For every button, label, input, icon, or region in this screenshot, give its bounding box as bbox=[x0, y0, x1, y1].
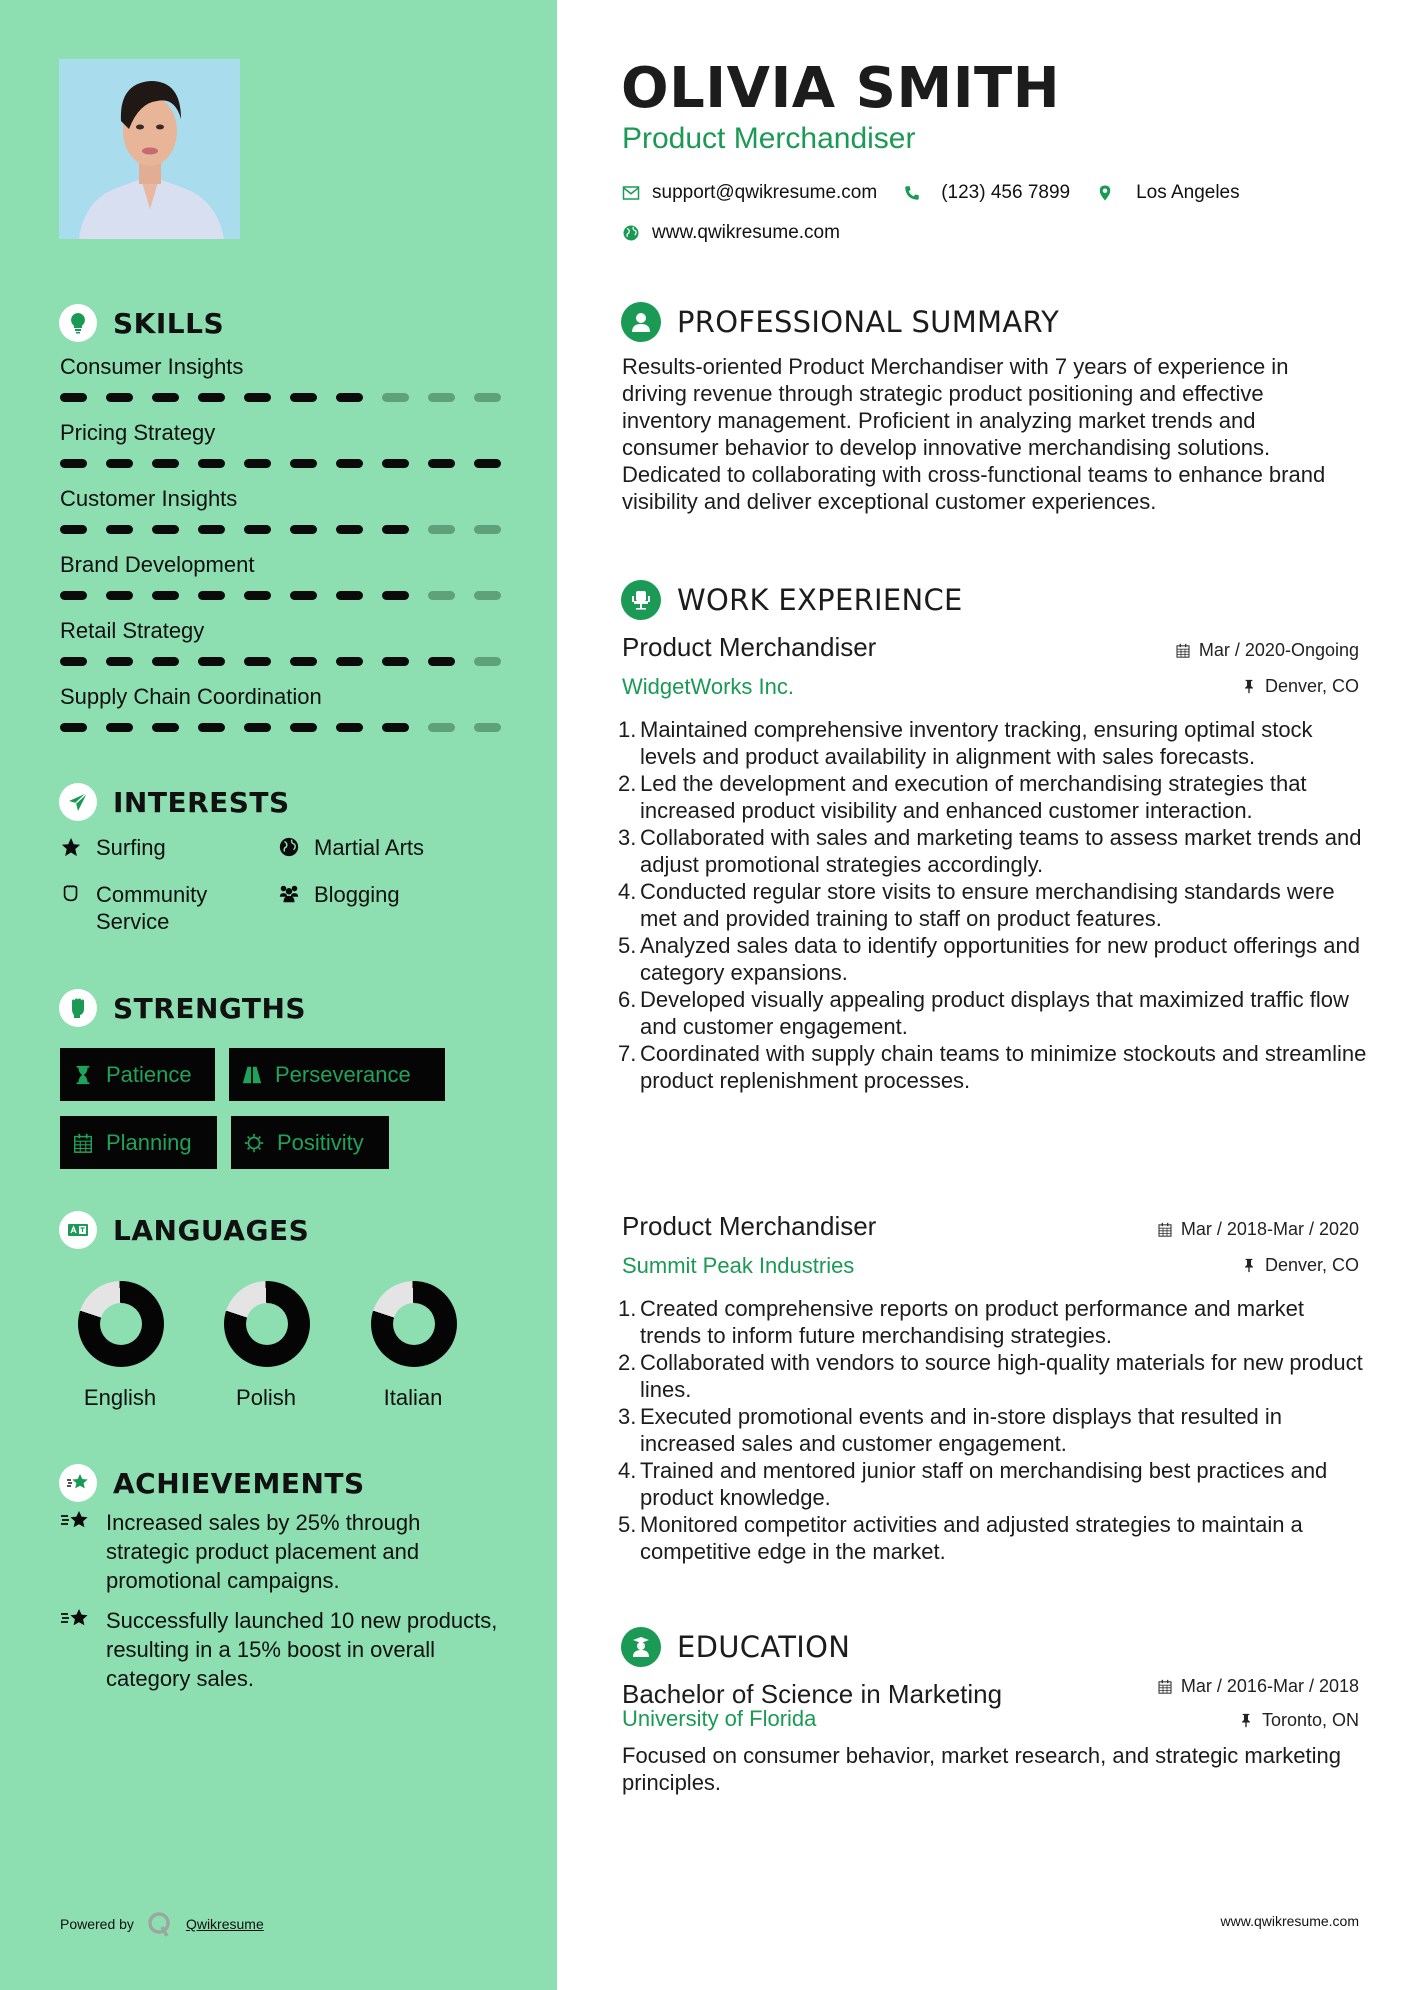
road-icon bbox=[241, 1064, 263, 1086]
skill-dash bbox=[244, 591, 271, 600]
envelope-icon bbox=[622, 184, 640, 202]
skill-dash bbox=[106, 459, 133, 468]
summary-header bbox=[621, 302, 1059, 342]
job-bullet: Conducted regular store visits to ensure merchandising standards were met and provided training to staff on product features. bbox=[640, 879, 1335, 931]
interest-item bbox=[278, 834, 518, 861]
office-chair-icon bbox=[621, 580, 661, 620]
job-bullets bbox=[622, 1295, 1367, 1565]
language-label: Italian bbox=[383, 1385, 443, 1410]
award-star-icon bbox=[59, 1464, 97, 1502]
skill-dash-empty bbox=[428, 525, 455, 534]
summary-title: PROFESSIONAL SUMMARY bbox=[677, 305, 1060, 339]
skill-dash-empty bbox=[474, 657, 501, 666]
skills-header bbox=[59, 304, 224, 342]
job-location bbox=[1057, 1255, 1359, 1276]
skill-dash bbox=[198, 525, 225, 534]
interests-title: INTERESTS bbox=[113, 785, 290, 819]
strength-label: Planning bbox=[106, 1129, 192, 1155]
skill-level-bar bbox=[60, 393, 501, 402]
skill-dash bbox=[336, 657, 363, 666]
skill-dash-empty bbox=[474, 723, 501, 732]
translate-icon bbox=[59, 1211, 97, 1249]
strength-badge bbox=[60, 1116, 217, 1169]
education-degree: Bachelor of Science in Marketing bbox=[622, 1679, 1003, 1709]
job-company: WidgetWorks Inc. bbox=[622, 674, 794, 699]
skill-dash bbox=[382, 657, 409, 666]
interest-item bbox=[278, 881, 518, 908]
achievement-text: Successfully launched 10 new products, resulting in a 15% boost in overall category sales. bbox=[106, 1608, 498, 1691]
achievement-star-icon bbox=[60, 1607, 92, 1633]
calendar-icon bbox=[1157, 1678, 1173, 1695]
sidebar bbox=[0, 0, 557, 1990]
interest-label: Martial Arts bbox=[314, 835, 425, 860]
language-label: Polish bbox=[236, 1385, 296, 1410]
skill-dash-empty bbox=[428, 591, 455, 600]
strengths-title: STRENGTHS bbox=[113, 991, 307, 1025]
skill-label: Pricing Strategy bbox=[60, 420, 216, 445]
skill-dash bbox=[382, 591, 409, 600]
job-bullets bbox=[622, 716, 1367, 1094]
powered-by bbox=[60, 1910, 264, 1938]
strengths-header bbox=[59, 989, 306, 1027]
skill-dash bbox=[336, 525, 363, 534]
job-bullet: Collaborated with vendors to source high-quality materials for new product lines. bbox=[640, 1350, 1363, 1402]
candidate-title: Product Merchandiser bbox=[622, 122, 916, 155]
experience-header bbox=[621, 580, 963, 620]
main-content bbox=[557, 0, 1407, 1990]
job-bullet: Trained and mentored junior staff on merchandising best practices and product knowledge. bbox=[640, 1458, 1328, 1510]
skill-dash bbox=[152, 459, 179, 468]
skill-dash bbox=[60, 657, 87, 666]
language-level-donut bbox=[371, 1281, 457, 1367]
skill-dash bbox=[382, 525, 409, 534]
skill-dash bbox=[336, 459, 363, 468]
achievement-item bbox=[60, 1508, 500, 1595]
lightbulb-icon bbox=[59, 304, 97, 342]
strength-badge bbox=[229, 1048, 445, 1101]
skill-dash bbox=[152, 591, 179, 600]
skill-dash bbox=[382, 459, 409, 468]
contact-website[interactable]: www.qwikresume.com bbox=[652, 222, 840, 243]
job-dates bbox=[1057, 640, 1359, 661]
powered-by-label: Powered by bbox=[60, 1916, 134, 1932]
footer-website[interactable]: www.qwikresume.com bbox=[1220, 1913, 1359, 1929]
phone-icon bbox=[903, 184, 921, 202]
job-location-text: Denver, CO bbox=[1264, 676, 1359, 696]
strength-label: Positivity bbox=[277, 1129, 364, 1155]
skill-dash bbox=[152, 525, 179, 534]
job-dates-text: Mar / 2020-Ongoing bbox=[1198, 640, 1359, 660]
skill-dash bbox=[290, 723, 317, 732]
skill-dash bbox=[336, 723, 363, 732]
skill-dash bbox=[244, 525, 271, 534]
education-location bbox=[1057, 1710, 1359, 1731]
skill-label: Customer Insights bbox=[60, 486, 238, 511]
skill-dash bbox=[244, 657, 271, 666]
education-school: University of Florida bbox=[622, 1706, 817, 1731]
education-dates bbox=[1057, 1676, 1359, 1697]
skill-dash-empty bbox=[474, 591, 501, 600]
achievement-text: Increased sales by 25% through strategic product placement and promotional campaigns. bbox=[106, 1510, 421, 1593]
calendar-icon bbox=[1157, 1221, 1173, 1238]
skill-dash-empty bbox=[474, 393, 501, 402]
fist-icon bbox=[59, 989, 97, 1027]
job-bullet: Collaborated with sales and marketing teams to assess market trends and adjust promotional strategies accordingly. bbox=[640, 825, 1362, 877]
interest-label: Community Service bbox=[96, 882, 208, 934]
skill-dash bbox=[428, 459, 455, 468]
hand-icon bbox=[60, 883, 82, 905]
globe-icon bbox=[278, 836, 300, 858]
hourglass-icon bbox=[72, 1064, 94, 1086]
skill-dash bbox=[290, 393, 317, 402]
qwikresume-logo-icon bbox=[146, 1910, 174, 1938]
job-bullet: Created comprehensive reports on product performance and market trends to inform future merchandising strategies. bbox=[640, 1296, 1305, 1348]
pushpin-icon bbox=[1241, 678, 1257, 695]
map-pin-icon bbox=[1096, 184, 1114, 202]
skill-label: Brand Development bbox=[60, 552, 255, 577]
job-bullet: Analyzed sales data to identify opportunities for new product offerings and category expansions. bbox=[640, 933, 1360, 985]
interest-item bbox=[60, 834, 260, 861]
skill-dash-empty bbox=[474, 525, 501, 534]
skill-level-bar bbox=[60, 657, 501, 666]
skill-dash bbox=[60, 723, 87, 732]
job-bullet: Executed promotional events and in-store displays that resulted in increased sales and customer engagement. bbox=[640, 1404, 1283, 1456]
contact-location: Los Angeles bbox=[1136, 182, 1240, 203]
skill-dash bbox=[198, 657, 225, 666]
qwikresume-link[interactable]: Qwikresume bbox=[185, 1916, 264, 1932]
job-bullet: Maintained comprehensive inventory tracking, ensuring optimal stock levels and product availability in alignment with sales forecasts. bbox=[640, 717, 1313, 769]
languages-title: LANGUAGES bbox=[113, 1213, 310, 1247]
skill-dash bbox=[474, 459, 501, 468]
interest-item bbox=[60, 881, 260, 935]
summary-text: Results-oriented Product Merchandiser with 7 years of experience in driving revenue through strategic product positioning and effective inventory management. Proficient in analyzing market trends and consumer behavior to develop innovative merchandising solutions. Dedicated to collaborating with cross-functional teams to enhance brand visibility and deliver exceptional customer experiences. bbox=[622, 354, 1326, 514]
interests-header bbox=[59, 783, 290, 821]
interest-label: Blogging bbox=[314, 882, 400, 907]
calendar-icon bbox=[72, 1132, 94, 1154]
contact-email[interactable]: support@qwikresume.com bbox=[652, 182, 878, 203]
education-dates-text: Mar / 2016-Mar / 2018 bbox=[1180, 1676, 1359, 1696]
skill-dash-empty bbox=[382, 393, 409, 402]
paper-plane-icon bbox=[59, 783, 97, 821]
skill-dash bbox=[290, 591, 317, 600]
education-title: EDUCATION bbox=[677, 1630, 851, 1664]
education-description: Focused on consumer behavior, market research, and strategic marketing principles. bbox=[622, 1743, 1342, 1795]
achievement-item bbox=[60, 1606, 500, 1693]
job-bullet: Developed visually appealing product displays that maximized traffic flow and customer engagement. bbox=[640, 987, 1349, 1039]
pushpin-icon bbox=[1241, 1257, 1257, 1274]
education-header bbox=[621, 1627, 850, 1667]
skill-dash bbox=[244, 459, 271, 468]
skill-dash bbox=[60, 525, 87, 534]
language-level-donut bbox=[224, 1281, 310, 1367]
sun-icon bbox=[243, 1132, 265, 1154]
skill-label: Retail Strategy bbox=[60, 618, 205, 643]
strength-badge bbox=[60, 1048, 215, 1101]
skill-dash bbox=[336, 393, 363, 402]
education-location-text: Toronto, ON bbox=[1261, 1710, 1359, 1730]
skill-dash bbox=[106, 393, 133, 402]
job-role: Product Merchandiser bbox=[622, 632, 877, 662]
contact-row bbox=[622, 182, 1240, 204]
skill-dash bbox=[106, 525, 133, 534]
skill-dash bbox=[244, 723, 271, 732]
language-label: English bbox=[83, 1385, 157, 1410]
job-location-text: Denver, CO bbox=[1264, 1255, 1359, 1275]
skill-dash bbox=[106, 591, 133, 600]
job-dates bbox=[1057, 1219, 1359, 1240]
candidate-name: OLIVIA SMITH bbox=[621, 56, 1061, 121]
strength-badge bbox=[231, 1116, 389, 1169]
skill-dash bbox=[152, 657, 179, 666]
experience-title: WORK EXPERIENCE bbox=[677, 583, 963, 617]
languages-header bbox=[59, 1211, 309, 1249]
profile-photo bbox=[59, 59, 240, 239]
job-location bbox=[1057, 676, 1359, 697]
job-role: Product Merchandiser bbox=[622, 1211, 877, 1241]
calendar-icon bbox=[1175, 642, 1191, 659]
skill-dash bbox=[198, 459, 225, 468]
skill-dash bbox=[60, 459, 87, 468]
portrait-image bbox=[59, 59, 240, 239]
skill-dash bbox=[290, 657, 317, 666]
graduate-icon bbox=[621, 1627, 661, 1667]
skill-dash-empty bbox=[428, 723, 455, 732]
website-row bbox=[622, 222, 840, 244]
globe-icon bbox=[622, 224, 640, 242]
skill-label: Supply Chain Coordination bbox=[60, 684, 322, 709]
skill-level-bar bbox=[60, 723, 501, 732]
user-icon bbox=[621, 302, 661, 342]
skill-dash bbox=[198, 393, 225, 402]
skill-dash bbox=[428, 657, 455, 666]
skill-dash bbox=[106, 723, 133, 732]
skill-dash bbox=[106, 657, 133, 666]
skill-level-bar bbox=[60, 591, 501, 600]
skill-level-bar bbox=[60, 459, 501, 468]
job-dates-text: Mar / 2018-Mar / 2020 bbox=[1180, 1219, 1359, 1239]
contact-phone[interactable]: (123) 456 7899 bbox=[941, 182, 1071, 203]
interest-label: Surfing bbox=[96, 835, 166, 860]
star-icon bbox=[60, 836, 82, 858]
strength-label: Perseverance bbox=[275, 1061, 411, 1087]
achievement-star-icon bbox=[60, 1509, 92, 1535]
language-level-donut bbox=[78, 1281, 164, 1367]
skill-level-bar bbox=[60, 525, 501, 534]
skill-dash bbox=[244, 393, 271, 402]
skill-dash bbox=[382, 723, 409, 732]
skill-dash bbox=[198, 591, 225, 600]
skill-dash bbox=[60, 393, 87, 402]
skill-dash bbox=[336, 591, 363, 600]
strength-label: Patience bbox=[106, 1061, 192, 1087]
skill-dash bbox=[60, 591, 87, 600]
achievements-header bbox=[59, 1464, 365, 1502]
job-bullet: Coordinated with supply chain teams to minimize stockouts and streamline product replenishment processes. bbox=[640, 1041, 1367, 1093]
skill-dash bbox=[152, 393, 179, 402]
job-bullet: Monitored competitor activities and adjusted strategies to maintain a competitive edge in the market. bbox=[640, 1512, 1303, 1564]
skill-dash bbox=[290, 459, 317, 468]
skill-dash bbox=[152, 723, 179, 732]
skill-label: Consumer Insights bbox=[60, 354, 244, 379]
achievements-title: ACHIEVEMENTS bbox=[113, 1466, 365, 1500]
job-company: Summit Peak Industries bbox=[622, 1253, 855, 1278]
job-bullet: Led the development and execution of merchandising strategies that increased product visibility and enhanced customer interaction. bbox=[640, 771, 1307, 823]
skills-title: SKILLS bbox=[113, 306, 225, 340]
skill-dash bbox=[290, 525, 317, 534]
skill-dash bbox=[198, 723, 225, 732]
skill-dash-empty bbox=[428, 393, 455, 402]
pushpin-icon bbox=[1238, 1712, 1254, 1729]
users-icon bbox=[278, 883, 300, 905]
